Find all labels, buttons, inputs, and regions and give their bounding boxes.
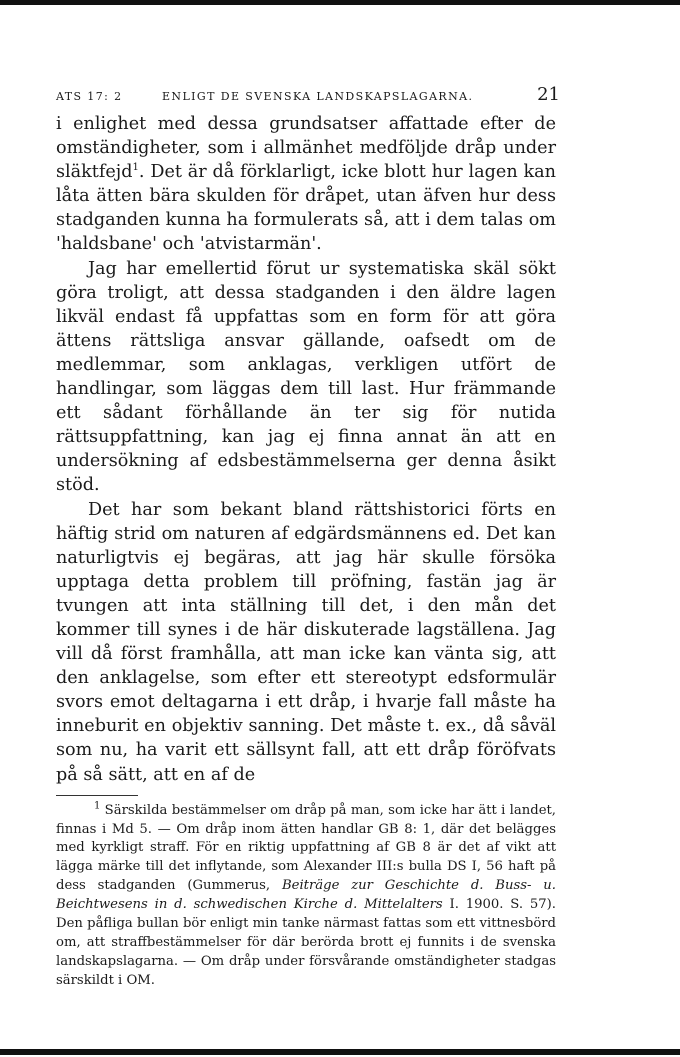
main-text bbox=[56, 112, 556, 787]
bottom-border bbox=[0, 1049, 680, 1055]
footnote-citation-title: Beiträge zur Geschichte d. Buss- u. Beichtwesens in d. schwedischen Kirche d. Mittelalters bbox=[56, 878, 556, 913]
series-label: ATS 17: 2 bbox=[56, 90, 123, 103]
footnote-divider bbox=[56, 795, 138, 796]
paragraph-1-text-a: i enlighet med dessa grundsatser affattade efter de omständigheter, som i allmänhet medföljde dråp under släktfejd bbox=[56, 114, 556, 183]
page-number: 21 bbox=[537, 84, 560, 105]
footnotes bbox=[56, 802, 556, 991]
paragraph-1 bbox=[56, 112, 556, 257]
footnote-ref: 1 bbox=[132, 162, 139, 174]
footnote-1 bbox=[56, 802, 556, 991]
running-header bbox=[56, 84, 560, 112]
top-border bbox=[0, 0, 680, 5]
running-title: ENLIGT DE SVENSKA LANDSKAPSLAGARNA. bbox=[162, 90, 474, 103]
paragraph-2: Jag har emellertid förut ur systematiska skäl sökt göra troligt, att dessa stadganden i den äldre lagen likväl endast få uppfattas som en form för att göra ättens rättsliga ansvar gällande, oafsedt om de medlemmar, som anklagas, verkligen utfört de handlingar, som läggas dem till last. Hur främmande ett sådant förhållande än ter sig för nutida rättsuppfattning, kan jag ej finna annat än att en undersökning af edsbestämmelserna ger denna åsikt stöd. bbox=[56, 258, 556, 496]
paragraph-1-text-b: . Det är då förklarligt, icke blott hur lagen kan låta ätten bära skulden för dråpet, utan äfven hur dess stadganden kunna ha formulerats så, att i dem talas om 'haldsbane' och 'atvistarmän'. bbox=[56, 162, 556, 255]
footnote-text-b: I. 1900. S. 57). Den påfliga bullan bör enligt min tanke närmast fattas som ett vittnesbörd om, att straffbestämmelser för där berörda brott ej funnits i de svenska landskapslagarna. — Om dråp under försvårande omständigheter stadgas särskildt i OM. bbox=[56, 897, 556, 988]
book-page bbox=[56, 84, 560, 991]
paragraph-3: Det har som bekant bland rättshistorici förts en häftig strid om naturen af edgärdsmännens ed. Det kan naturligtvis ej begäras, att jag här skulle försöka upptaga detta problem till pröfning, fastän jag är tvungen att inta ställning till det, i den mån det kommer till synes i de här diskuterade lagställena. Jag vill då först framhålla, att man icke kan vänta sig, att den anklagelse, som efter ett stereotypt edsformulär svors emot deltagarna i ett dråp, i hvarje fall måste ha inneburit en objektiv sanning. Det måste t. ex., då såväl som nu, ha varit ett sällsynt fall, att ett dråp föröfvats på så sätt, att en af de bbox=[56, 499, 556, 785]
footnote-marker: 1 bbox=[94, 800, 101, 812]
footnote-text-a: Särskilda bestämmelser om dråp på man, som icke har ätt i landet, finnas i Md 5. — Om dråp inom ätten handlar GB 8: 1, där det belägges med kyrkligt straff. För en riktig uppfattning af GB 8 är det af vikt att lägga märke till det inflytande, som Alexander III:s bulla DS I, 56 haft på dess stadganden (Gummerus, bbox=[56, 802, 556, 894]
